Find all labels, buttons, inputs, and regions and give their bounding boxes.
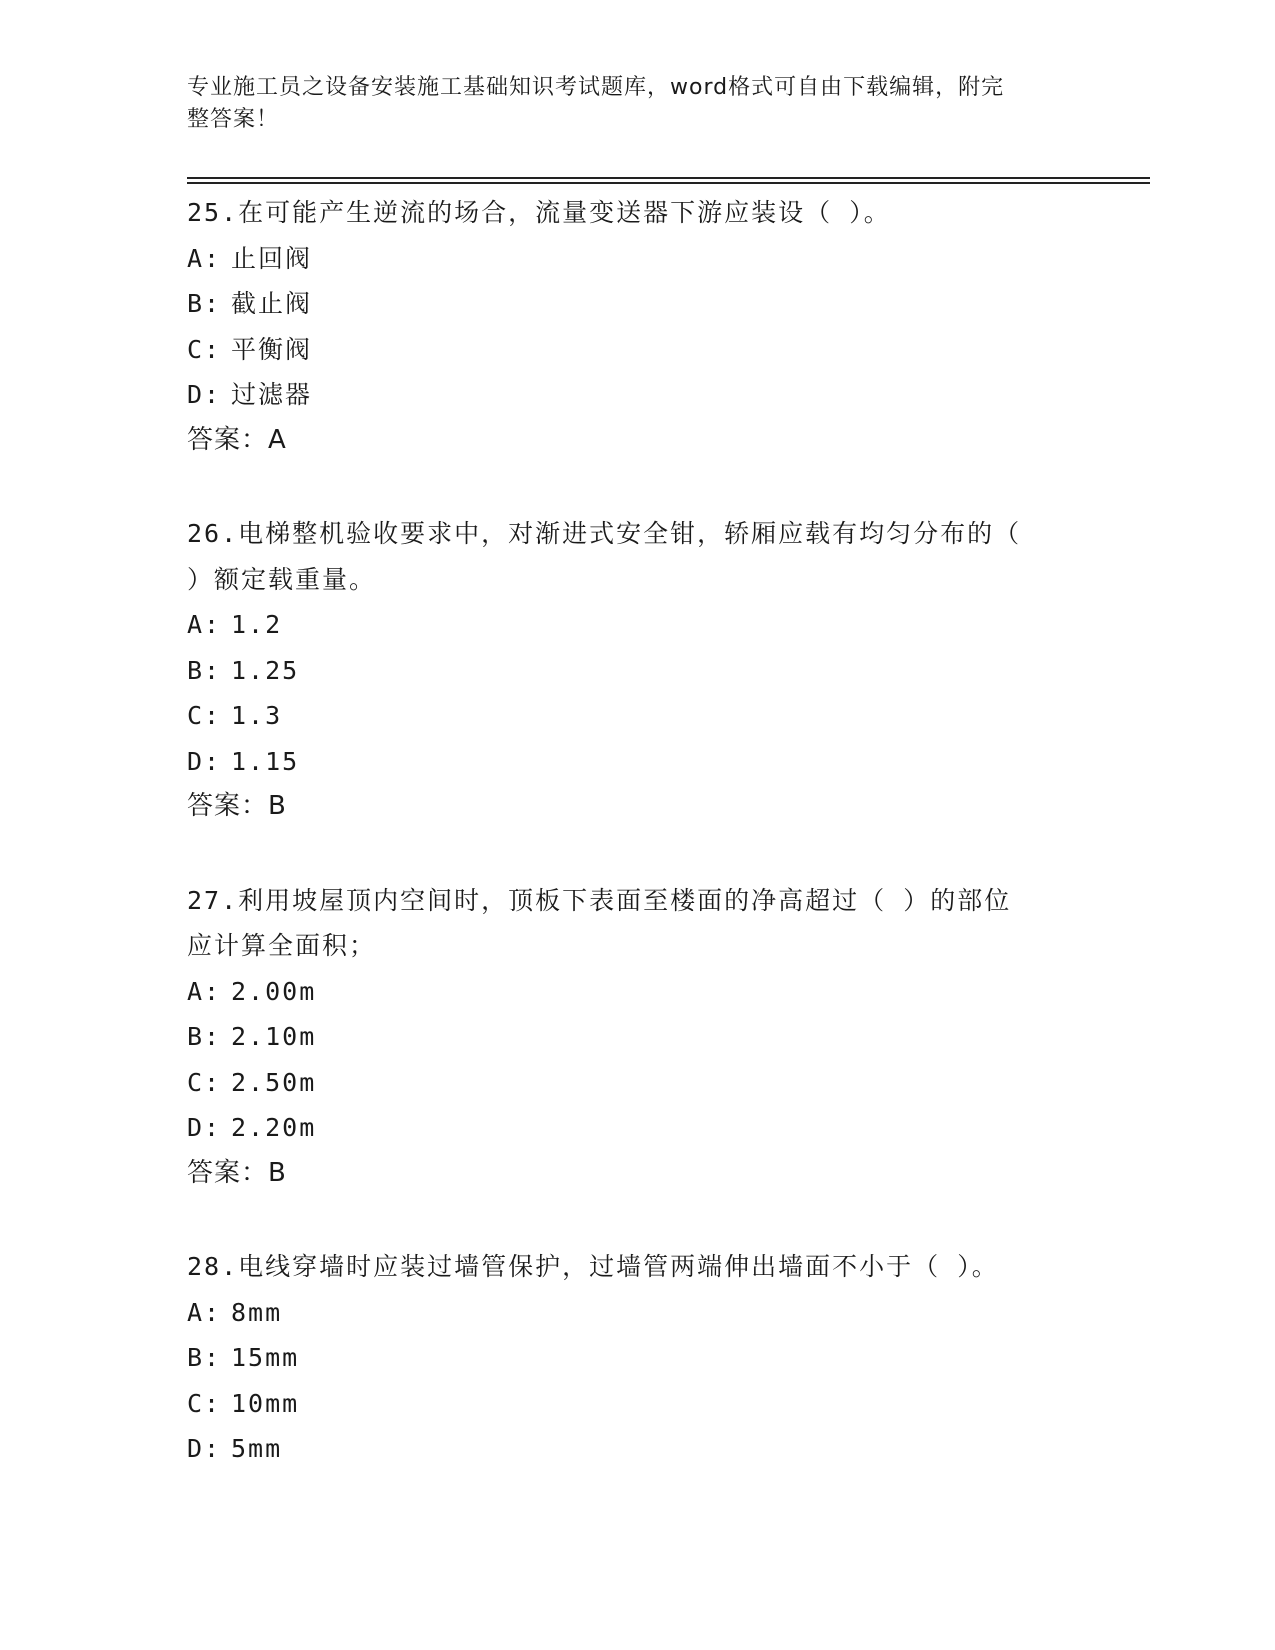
option-b [187,281,1087,327]
option-b [187,648,1087,694]
answer-line: 答案：A [187,424,287,455]
option-b [187,1014,1087,1060]
option-text: 2.10m [231,1022,317,1051]
question-stem: 27.利用坡屋顶内空间时，顶板下表面至楼面的净高超过（ ）的部位 应计算全面积； [187,885,1012,960]
option-d [187,372,1087,418]
option-text: 过滤器 [231,380,313,409]
question-stem: 25.在可能产生逆流的场合，流量变送器下游应装设（ ）。 [187,198,891,227]
option-text: 10mm [231,1388,300,1418]
option-letter: A: [187,1297,222,1327]
question-list [187,190,1087,1520]
option-letter: A: [187,243,222,273]
option-letter: B: [187,289,222,318]
option-text: 截止阀 [231,289,313,318]
header-divider-top [187,177,1150,179]
option-letter: B: [187,655,222,685]
option-d [187,739,1087,785]
option-letter: C: [187,701,222,730]
option-a [187,602,1087,648]
option-letter: A: [187,610,222,639]
option-letter: D: [187,1434,222,1463]
option-a [187,236,1087,282]
option-letter: B: [187,1343,222,1372]
option-d [187,1105,1087,1151]
option-letter: C: [187,1388,222,1418]
option-a [187,969,1087,1015]
option-letter: C: [187,334,222,364]
option-text: 5mm [231,1434,283,1463]
question-stem: 26.电梯整机验收要求中，对渐进式安全钳，轿厢应载有均匀分布的（ ）额定载重量。 [187,519,1022,594]
option-c [187,1381,1087,1427]
question-27 [187,878,1087,1197]
question-26 [187,511,1087,830]
answer-line: 答案：B [187,791,287,821]
option-text: 15mm [231,1343,300,1372]
option-letter: B: [187,1022,222,1051]
option-text: 2.00m [231,976,317,1006]
option-letter: D: [187,1113,222,1142]
question-28 [187,1244,1087,1472]
question-stem: 28.电线穿墙时应装过墙管保护，过墙管两端伸出墙面不小于（ ）。 [187,1252,999,1281]
option-d [187,1426,1087,1472]
option-text: 1.3 [231,701,283,730]
intro-line-2: 整答案！ [187,107,280,132]
answer-line: 答案：B [187,1157,287,1188]
question-25 [187,190,1087,463]
option-letter: D: [187,746,222,776]
option-c [187,693,1087,739]
document-intro [187,72,1087,136]
option-c [187,327,1087,373]
option-letter: D: [187,380,222,409]
intro-line-1: 专业施工员之设备安装施工基础知识考试题库，word格式可自由下载编辑，附完 [187,75,1005,100]
option-text: 1.15 [231,746,300,776]
option-c [187,1060,1087,1106]
option-text: 止回阀 [231,243,313,273]
option-text: 1.2 [231,610,283,639]
option-a [187,1290,1087,1336]
header-divider-bottom [187,182,1150,184]
option-text: 1.25 [231,655,300,685]
option-text: 2.20m [231,1113,317,1142]
option-text: 平衡阀 [231,334,313,364]
option-letter: C: [187,1067,222,1097]
option-b [187,1335,1087,1381]
option-letter: A: [187,976,222,1006]
option-text: 2.50m [231,1067,317,1097]
option-text: 8mm [231,1297,283,1327]
